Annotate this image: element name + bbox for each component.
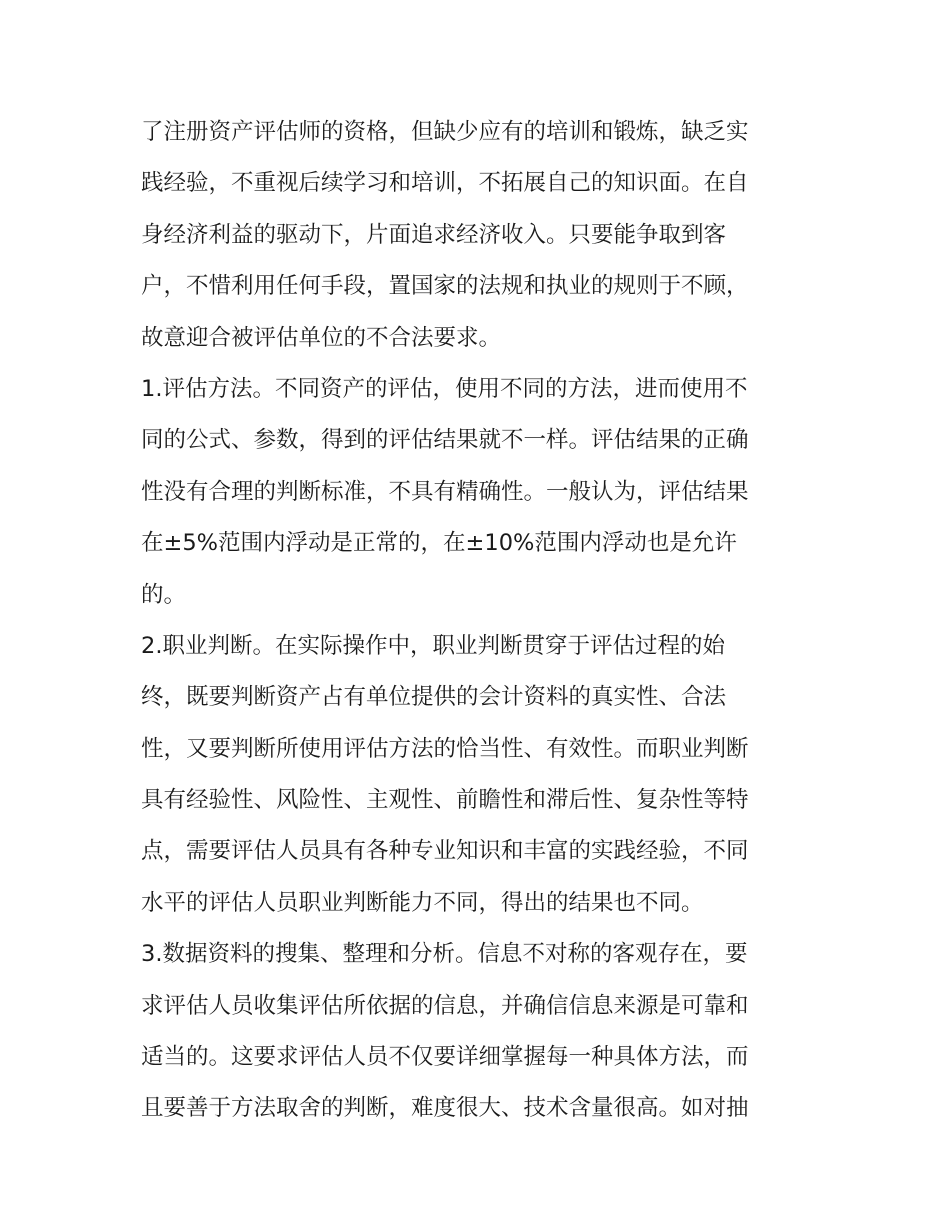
body-text (141, 107, 821, 1135)
text-line: 且要善于方法取舍的判断，难度很大、技术含量很高。如对抽 (141, 1095, 749, 1122)
text-line: 身经济利益的驱动下，片面追求经济收入。只要能争取到客 (141, 221, 727, 248)
text-line: 2.职业判断。在实际操作中，职业判断贯穿于评估过程的始 (141, 632, 725, 659)
text-line: 性，又要判断所使用评估方法的恰当性、有效性。而职业判断 (141, 735, 749, 762)
text-line: 求评估人员收集评估所依据的信息，并确信信息来源是可靠和 (141, 992, 749, 1019)
text-line: 践经验，不重视后续学习和培训，不拓展自己的知识面。在自 (141, 170, 749, 197)
text-line: 的。 (141, 581, 187, 608)
text-line: 在±5%范围内浮动是正常的，在±10%范围内浮动也是允许 (141, 530, 737, 557)
text-line: 了注册资产评估师的资格，但缺少应有的培训和锻炼，缺乏实 (141, 119, 749, 145)
text-line: 3.数据资料的搜集、整理和分析。信息不对称的客观存在，要 (141, 941, 748, 968)
text-line: 点，需要评估人员具有各种专业知识和丰富的实践经验，不同 (141, 838, 749, 865)
text-line: 户，不惜利用任何手段，置国家的法规和执业的规则于不顾， (141, 273, 749, 300)
text-line: 1.评估方法。不同资产的评估，使用不同的方法，进而使用不 (141, 375, 748, 402)
text-line: 性没有合理的判断标准，不具有精确性。一般认为，评估结果 (141, 478, 749, 505)
text-line: 水平的评估人员职业判断能力不同，得出的结果也不同。 (141, 889, 704, 916)
text-line: 终，既要判断资产占有单位提供的会计资料的真实性、合法 (141, 684, 727, 711)
text-line: 同的公式、参数，得到的评估结果就不一样。评估结果的正确 (141, 427, 749, 454)
text-line: 具有经验性、风险性、主观性、前瞻性和滞后性、复杂性等特 (141, 787, 749, 814)
text-line: 适当的。这要求评估人员不仅要详细掌握每一种具体方法，而 (141, 1044, 749, 1071)
text-line: 故意迎合被评估单位的不合法要求。 (141, 324, 502, 351)
